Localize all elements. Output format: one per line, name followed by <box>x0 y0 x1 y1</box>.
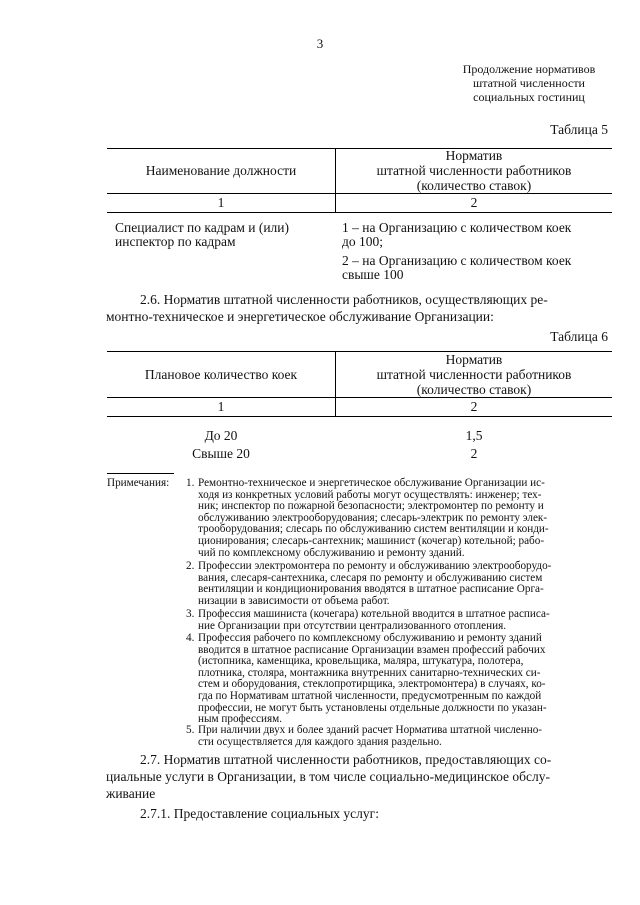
paragraph-line: живание <box>106 786 156 801</box>
table6-col2-number: 2 <box>470 399 478 414</box>
note-number: 3. <box>186 608 195 620</box>
table6-row-beds: Свыше 20 <box>192 446 250 461</box>
cell-line: инспектор по кадрам <box>115 234 236 249</box>
note-line: вентиляции и кондиционирования вводятся в штатное расписание Орга- <box>198 583 544 596</box>
table5-header-col1: Наименование должности <box>145 163 297 178</box>
cell-line: свыше 100 <box>342 267 404 282</box>
table5-col2-number: 2 <box>470 195 478 210</box>
note-number: 4. <box>186 632 195 644</box>
note-line: профессии, не могут быть установлены отдельные должности по указан- <box>198 701 547 714</box>
continuation-line: социальных гостиниц <box>473 90 585 104</box>
note-item-5 <box>198 725 612 748</box>
cell-line: Специалист по кадрам и (или) <box>115 220 290 235</box>
table6-row-beds: До 20 <box>204 428 238 443</box>
header-line: Норматив <box>445 148 503 163</box>
note-line: (истопника, каменщика, кровельщика, маляра, штукатура, полотера, <box>198 655 524 668</box>
paragraph-line: 2.6. Норматив штатной численности работников, осуществляющих ре- <box>140 292 548 307</box>
note-line: ник; инспектор по пожарной безопасности; электромонтер по ремонту и <box>198 500 544 513</box>
note-line: Ремонтно-техническое и энергетическое обслуживание Организации ис- <box>198 477 545 489</box>
note-item-3 <box>198 609 612 632</box>
note-line: ходя из конкретных условий работы могут осуществлять: инженер; тех- <box>198 488 542 501</box>
note-line: низации в зависимости от объема работ. <box>198 594 390 607</box>
table5-caption: Таблица 5 <box>550 122 608 137</box>
table6-caption: Таблица 6 <box>550 329 608 344</box>
note-line: вания, слесаря-сантехника, слесаря по ремонту и обслуживанию систем <box>198 571 543 584</box>
note-line: Профессии электромонтера по ремонту и обслуживанию электрооборудо- <box>198 560 552 572</box>
note-item-4 <box>198 633 612 726</box>
header-line: (количество ставок) <box>416 382 532 397</box>
note-number: 5. <box>186 724 195 736</box>
note-line: обслуживанию электрооборудования; слесарь-электрик по ремонту элек- <box>198 511 548 524</box>
note-line: трооборудования; слесарь по обслуживанию систем вентиляции и конди- <box>198 523 549 536</box>
note-line: Профессия машиниста (кочегара) котельной вводится в штатное расписа- <box>198 608 550 620</box>
note-line: чий по комплексному обслуживанию и ремонту зданий. <box>198 546 465 559</box>
table6-row-staff: 1,5 <box>465 428 483 443</box>
note-line: Профессия рабочего по комплексному обслуживанию и ремонту зданий <box>198 632 542 644</box>
paragraph-2-7-1: 2.7.1. Предоставление социальных услуг: <box>140 806 379 821</box>
note-line: вводится в штатное расписание Организации взамен профессий рабочих <box>198 643 546 656</box>
page-number: 3 <box>316 36 324 51</box>
cell-line: до 100; <box>342 234 383 249</box>
note-number: 1. <box>186 477 195 489</box>
header-line: штатной численности работников <box>376 163 572 178</box>
note-line: При наличии двух и более зданий расчет Норматива штатной численно- <box>198 724 543 736</box>
header-line: штатной численности работников <box>376 367 572 382</box>
cell-line: 2 – на Организацию с количеством коек <box>342 253 572 268</box>
note-line: ние Организации при отсутствии централизованного отопления. <box>198 619 507 632</box>
paragraph-line: монтно-техническое и энергетическое обслуживание Организации: <box>106 309 494 324</box>
continuation-line: штатной численности <box>473 76 585 90</box>
header-line: (количество ставок) <box>416 178 532 193</box>
continuation-line: Продолжение нормативов <box>462 62 596 76</box>
table6-col1-number: 1 <box>217 399 225 414</box>
note-line: ционирования; слесарь-сантехник; машинист (кочегар) котельной; рабо- <box>198 534 545 547</box>
note-line: сти осуществляется для каждого здания раздельно. <box>198 735 442 748</box>
note-line: гда по Нормативам штатной численности, предусмотренным по каждой <box>198 689 542 702</box>
note-item-2 <box>198 561 612 607</box>
note-line: ным профессиям. <box>198 713 282 726</box>
notes-label: Примечания: <box>107 477 170 489</box>
note-line: стем и оборудования, стеклопротирщика, электромонтера) в случаях, ко- <box>198 678 546 691</box>
paragraph-2-7 <box>106 751 612 802</box>
paragraph-line: циальные услуги в Организации, в том числе социально-медицинское обслу- <box>106 769 550 784</box>
table6-header-col1: Плановое количество коек <box>144 367 298 382</box>
note-item-1 <box>198 478 612 559</box>
note-number: 2. <box>186 560 195 572</box>
paragraph-line: 2.7. Норматив штатной численности работников, предоставляющих со- <box>140 752 552 767</box>
cell-line: 1 – на Организацию с количеством коек <box>342 220 572 235</box>
note-line: плотника, столяра, монтажника внутренних санитарно-технических си- <box>198 666 541 679</box>
table6-row-staff: 2 <box>470 446 478 461</box>
table5-col1-number: 1 <box>217 195 225 210</box>
header-line: Норматив <box>445 352 503 367</box>
